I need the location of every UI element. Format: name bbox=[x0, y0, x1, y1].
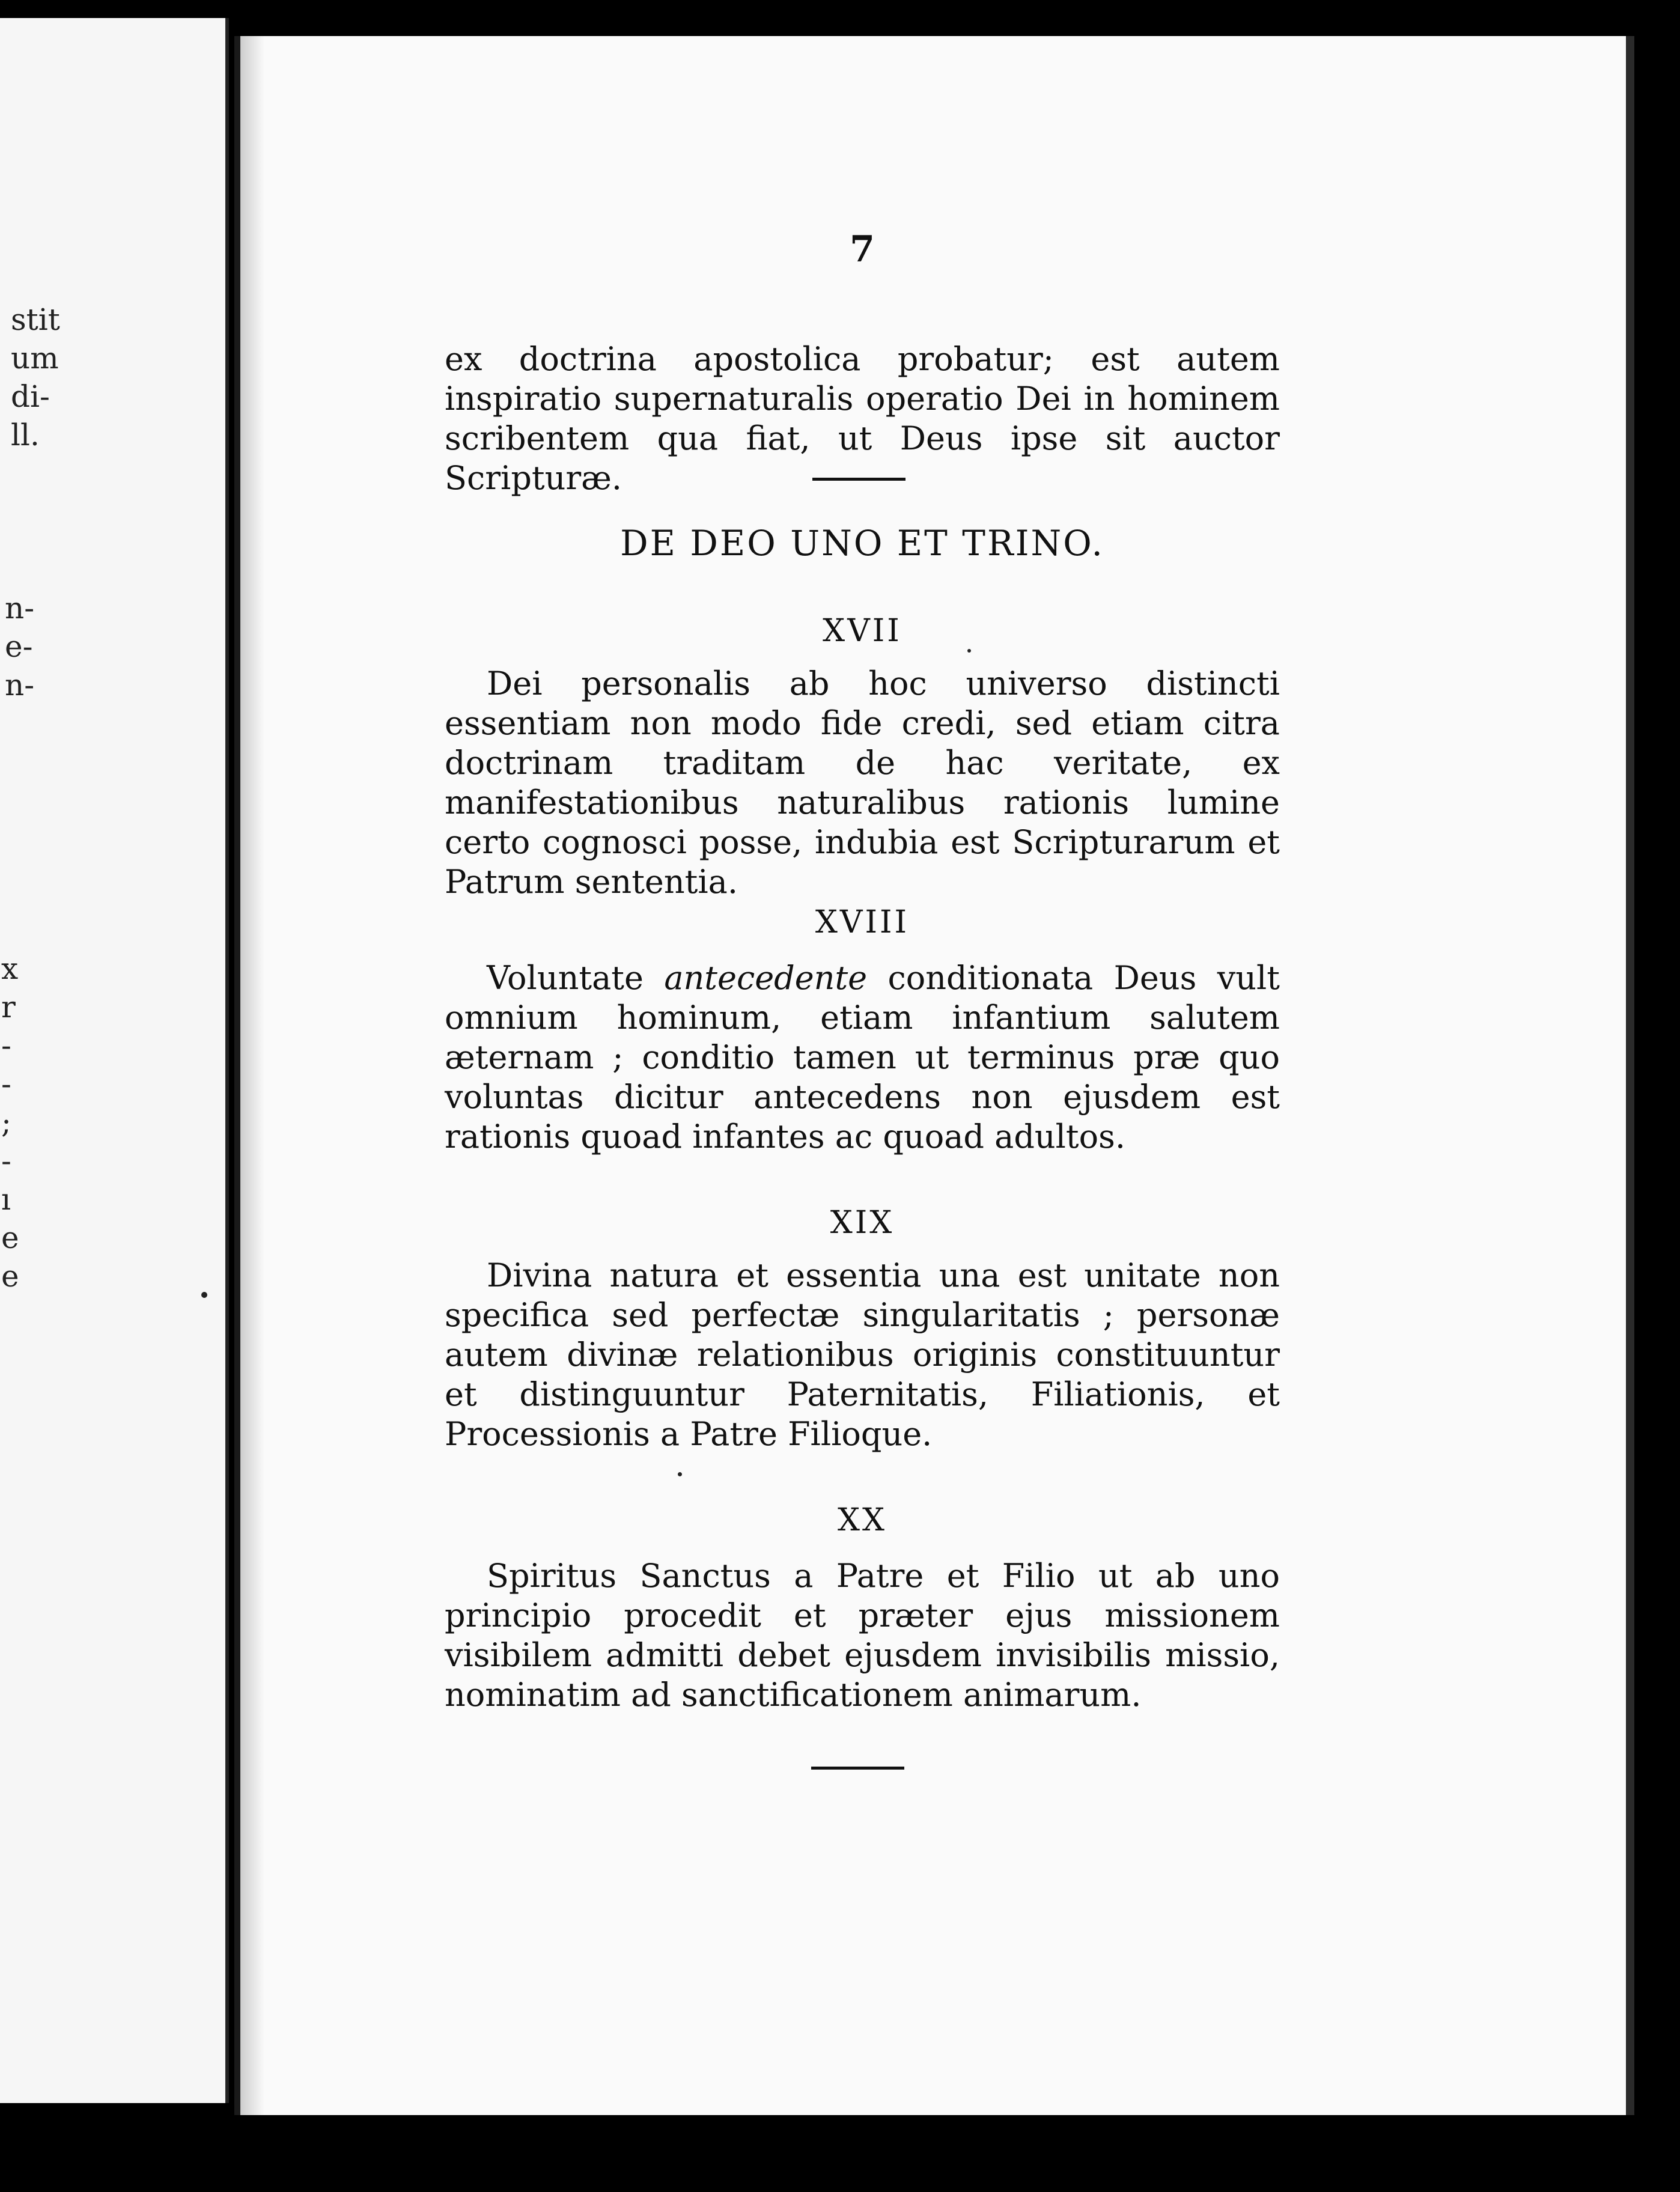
left-facing-page bbox=[0, 18, 229, 2103]
left-page-text-fragment: stit um di- ll. bbox=[11, 302, 60, 452]
opening-paragraph: ex doctrina apostolica probatur; est autem inspiratio supernaturalis operatio Dei in hominem scribentem qua fiat, ut Deus ipse sit auctor Scripturæ. bbox=[445, 340, 1280, 497]
left-page-text-fragment: n- e- n- bbox=[5, 591, 35, 702]
section-title: DE DEO UNO ET TRINO. bbox=[620, 523, 1104, 564]
thesis-text bbox=[445, 958, 1280, 1157]
right-page bbox=[234, 36, 1634, 2115]
thesis-numeral: XVII bbox=[823, 613, 902, 649]
left-page-text-fragment: x r - - ; - ı e e bbox=[1, 951, 19, 1294]
scan-speck bbox=[967, 649, 971, 653]
thesis-text: Divina natura et essentia una est unitate non specifica sed perfectæ singularitatis ; personæ autem divinæ relationibus originis constituuntur et distinguuntur Paternitatis, Filiationis, et Processionis a Patre Filioque. bbox=[445, 1256, 1280, 1453]
thesis-numeral: XIX bbox=[830, 1205, 895, 1241]
thesis-numeral: XX bbox=[837, 1502, 887, 1538]
end-divider bbox=[811, 1767, 904, 1770]
thesis-text-run: conditionata Deus vult omnium hominum, etiam infantium salutem æternam ; conditio tamen ut terminus præ quo voluntas dicitur antecedens non ejusdem est rationis quoad infantes ac quoad adultos. bbox=[445, 959, 1280, 1155]
thesis-text: Spiritus Sanctus a Patre et Filio ut ab uno principio procedit et præter ejus missionem visibilem admitti debet ejusdem invisibilis missio, nominatim ad sanctificationem animarum. bbox=[445, 1557, 1280, 1714]
page-number: 7 bbox=[850, 228, 875, 270]
section-divider bbox=[812, 478, 905, 481]
scan-speck bbox=[201, 1292, 207, 1298]
thesis-italic-term: antecedente bbox=[664, 959, 868, 997]
scan-speck bbox=[678, 1472, 682, 1476]
thesis-text: Dei personalis ab hoc universo distincti essentiam non modo fide credi, sed etiam citra doctrinam traditam de hac veritate, ex manifestationibus naturalibus rationis lumine certo cognosci posse, indubia est Scripturarum et Patrum sententia. bbox=[445, 665, 1280, 901]
thesis-text-run: Voluntate bbox=[487, 959, 665, 997]
gutter-shadow bbox=[240, 36, 264, 2115]
thesis-numeral: XVIII bbox=[815, 904, 910, 940]
